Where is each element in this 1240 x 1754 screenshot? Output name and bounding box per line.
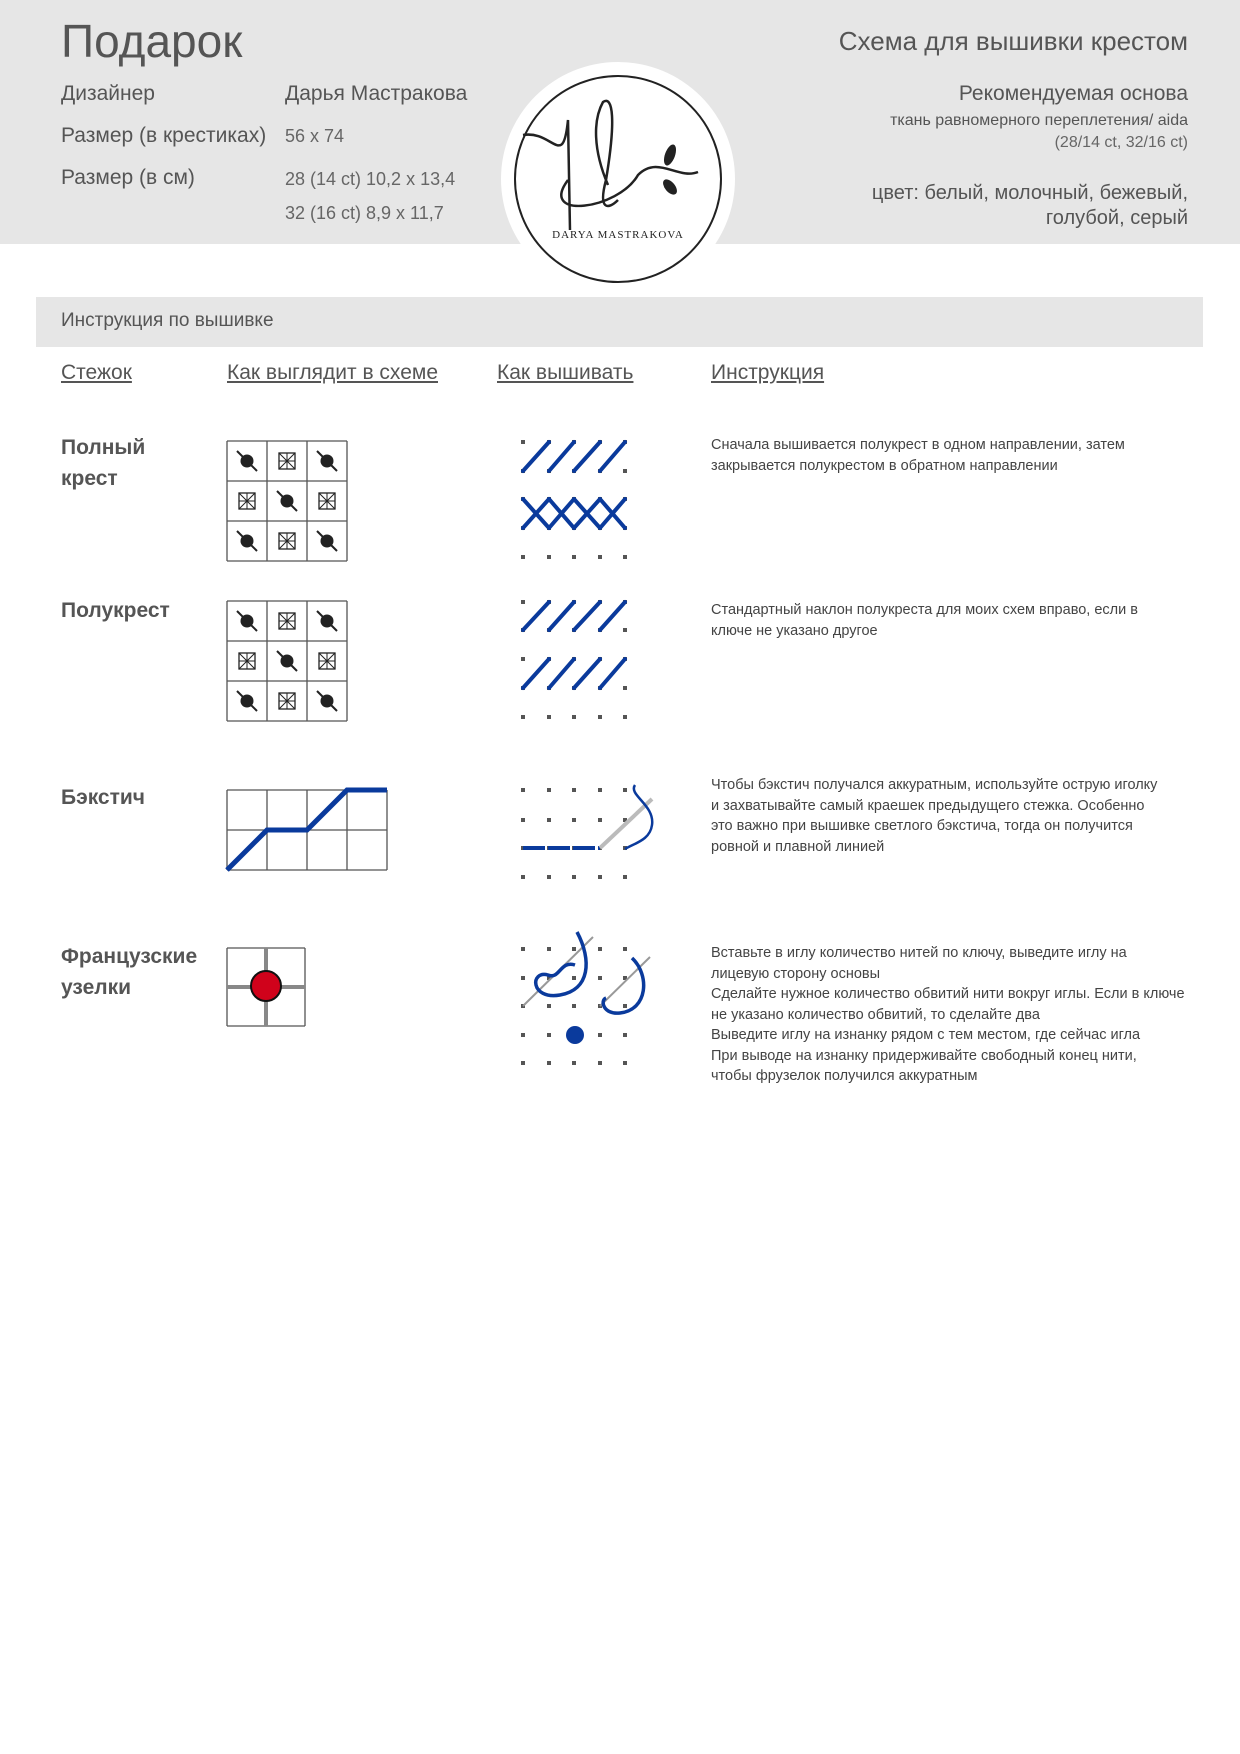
needle-icon (600, 799, 652, 848)
instruction-line: ровной и плавной линией (711, 838, 885, 855)
instruction-line: не указано количество обвитий, то сделайте два (711, 1006, 1040, 1023)
column-header-chart-view: Как выглядит в схеме (227, 361, 438, 384)
half-stitch (574, 602, 600, 630)
stitch-name-backstitch: Бэкстич (61, 786, 145, 809)
half-stitch (574, 442, 600, 471)
stitch-name-full-cross: Полный крест (61, 436, 146, 490)
symbol-dot-icon (281, 495, 294, 508)
half-stitch (523, 659, 549, 688)
instruction-line: и захватывайте самый краешек предыдущего стежка. Особенно (711, 797, 1145, 814)
half-stitch (574, 659, 600, 688)
symbol-box-x-icon (279, 693, 295, 709)
fabric-hole-dot (623, 1004, 627, 1008)
instruction-line: закрывается полукрестом в обратном направлении (711, 457, 1058, 474)
fabric-hole-dot (598, 875, 602, 879)
fabric-label: Рекомендуемая основа (958, 82, 1188, 105)
symbol-box-x-icon (319, 493, 335, 509)
symbol-box-x-icon (279, 453, 295, 469)
fabric-hole-dot (572, 715, 576, 719)
fabric-hole-dot (521, 1033, 525, 1037)
size-cm-value-14ct: 28 (14 ct) 10,2 x 13,4 (285, 169, 456, 189)
fabric-hole-dot (547, 1061, 551, 1065)
half-stitch (600, 442, 625, 471)
stitch-name-half-cross: Полукрест (61, 599, 170, 622)
fabric-hole-dot (521, 715, 525, 719)
stitch-name-french-knot: Французские узелки (61, 945, 198, 999)
fabric-hole-dot (623, 947, 627, 951)
symbol-dot-icon (321, 455, 334, 468)
pattern-title: Подарок (61, 15, 243, 67)
fabric-hole-dot (623, 1061, 627, 1065)
fabric-hole-dot (572, 788, 576, 792)
instruction-line: Чтобы бэкстич получался аккуратным, используйте острую иголку (711, 777, 1158, 793)
fabric-hole-dot (521, 875, 525, 879)
fabric-hole-dot (623, 628, 627, 632)
how-to-backstitch (521, 785, 652, 879)
fabric-colors-line-2: голубой, серый (1045, 207, 1188, 229)
fabric-hole-dot (598, 788, 602, 792)
fabric-hole-dot (623, 469, 627, 473)
instruction-line: Выведите иглу на изнанку рядом с тем местом, где сейчас игла (711, 1027, 1141, 1043)
fabric-hole-dot (547, 1004, 551, 1008)
symbol-dot-icon (281, 655, 294, 668)
chart-backstitch-grid (227, 790, 387, 870)
french-knot-symbol (251, 971, 281, 1001)
half-stitch (600, 659, 625, 688)
symbol-box-x-icon (279, 533, 295, 549)
fabric-hole-dot (623, 1033, 627, 1037)
how-to-french-knot (521, 932, 650, 1065)
fabric-hole-dot (572, 818, 576, 822)
half-stitch (549, 442, 574, 471)
instruction-line: При выводе на изнанку придерживайте свободный конец нити, (711, 1047, 1137, 1064)
fabric-hole-dot (598, 555, 602, 559)
half-stitch (549, 659, 574, 688)
symbol-dot-icon (241, 615, 254, 628)
fabric-hole-dot (623, 555, 627, 559)
fabric-hole-dot (623, 788, 627, 792)
how-to-half-cross (521, 600, 627, 719)
fabric-hole-dot (521, 657, 525, 661)
instruction-line: Стандартный наклон полукреста для моих схем вправо, если в (711, 602, 1138, 618)
size-cm-label: Размер (в см) (61, 166, 195, 189)
fabric-hole-dot (598, 818, 602, 822)
fabric-hole-dot (521, 600, 525, 604)
fabric-value: ткань равномерного переплетения/ aida (890, 112, 1188, 129)
chart-french-knot-grid (227, 948, 305, 1026)
symbol-lines (279, 613, 295, 629)
fabric-hole-dot (547, 1033, 551, 1037)
fabric-hole-dot (521, 818, 525, 822)
symbol-dot-icon (321, 615, 334, 628)
column-header-how-to: Как вышивать (497, 361, 634, 384)
designer-value: Дарья Мастракова (285, 82, 468, 105)
instruction-line: чтобы фрузелок получился аккуратным (711, 1068, 978, 1084)
instruction-line: Вставьте в иглу количество нитей по ключу, выведите иглу на (711, 945, 1127, 961)
fabric-hole-dot (598, 976, 602, 980)
fabric-hole-dot (521, 440, 525, 444)
fabric-counts: (28/14 ct, 32/16 ct) (1054, 134, 1188, 151)
designer-label: Дизайнер (61, 82, 155, 105)
symbol-dot-icon (321, 535, 334, 548)
fabric-hole-dot (547, 555, 551, 559)
instruction-line: Сначала вышивается полукрест в одном направлении, затем (711, 437, 1125, 453)
fabric-hole-dot (598, 1033, 602, 1037)
fabric-hole-dot (521, 555, 525, 559)
size-stitches-label: Размер (в крестиках) (61, 124, 267, 147)
fabric-hole-dot (572, 976, 576, 980)
fabric-hole-dot (572, 1004, 576, 1008)
size-stitches-value: 56 x 74 (285, 126, 345, 146)
knot-result (566, 1026, 584, 1044)
fabric-hole-dot (547, 715, 551, 719)
fabric-hole-dot (521, 947, 525, 951)
symbol-dot-icon (241, 455, 254, 468)
fabric-hole-dot (547, 947, 551, 951)
instruction-line: Сделайте нужное количество обвитий нити вокруг иглы. Если в ключе (711, 986, 1185, 1002)
instruction-line: это важно при вышивке светлого бэкстича, тогда он получится (711, 818, 1133, 834)
symbol-lines (319, 493, 335, 509)
column-header-instruction: Инструкция (711, 361, 825, 384)
fabric-hole-dot (547, 788, 551, 792)
size-cm-value-16ct: 32 (16 ct) 8,9 x 11,7 (285, 203, 444, 223)
symbol-box-x-icon (239, 493, 255, 509)
instruction-line: лицевую сторону основы (711, 965, 881, 982)
fabric-hole-dot (623, 686, 627, 690)
chart-symbol-grid-half-cross (227, 601, 347, 721)
half-stitch (549, 602, 574, 630)
fabric-hole-dot (598, 947, 602, 951)
half-stitch (523, 442, 549, 471)
thread-curve (625, 785, 652, 849)
fabric-hole-dot (547, 818, 551, 822)
section-title: Инструкция по вышивке (61, 310, 274, 331)
fabric-hole-dot (623, 875, 627, 879)
how-to-full-cross (521, 440, 627, 559)
symbol-box-x-icon (279, 613, 295, 629)
half-stitch (523, 602, 549, 630)
fabric-hole-dot (572, 1061, 576, 1065)
fabric-hole-dot (572, 555, 576, 559)
symbol-lines (279, 533, 295, 549)
fabric-hole-dot (547, 875, 551, 879)
symbol-lines (239, 493, 255, 509)
fabric-hole-dot (572, 875, 576, 879)
document-subtitle: Схема для вышивки крестом (838, 26, 1188, 56)
symbol-box-x-icon (239, 653, 255, 669)
chart-symbol-grid-full-cross (227, 441, 347, 561)
column-header-stitch: Стежок (61, 361, 132, 384)
half-stitch (600, 602, 625, 630)
symbol-lines (319, 653, 335, 669)
logo-text: DARYA MASTRAKOVA (552, 229, 684, 241)
fabric-hole-dot (623, 715, 627, 719)
fabric-hole-dot (521, 788, 525, 792)
fabric-hole-dot (598, 715, 602, 719)
symbol-dot-icon (321, 695, 334, 708)
symbol-lines (239, 653, 255, 669)
symbol-dot-icon (241, 535, 254, 548)
fabric-hole-dot (598, 1061, 602, 1065)
symbol-box-x-icon (319, 653, 335, 669)
symbol-dot-icon (241, 695, 254, 708)
fabric-hole-dot (572, 947, 576, 951)
symbol-lines (279, 693, 295, 709)
fabric-hole-dot (521, 976, 525, 980)
instruction-line: ключе не указано другое (711, 622, 878, 639)
symbol-lines (279, 453, 295, 469)
fabric-colors-line-1: цвет: белый, молочный, бежевый, (871, 182, 1188, 204)
fabric-hole-dot (521, 1061, 525, 1065)
